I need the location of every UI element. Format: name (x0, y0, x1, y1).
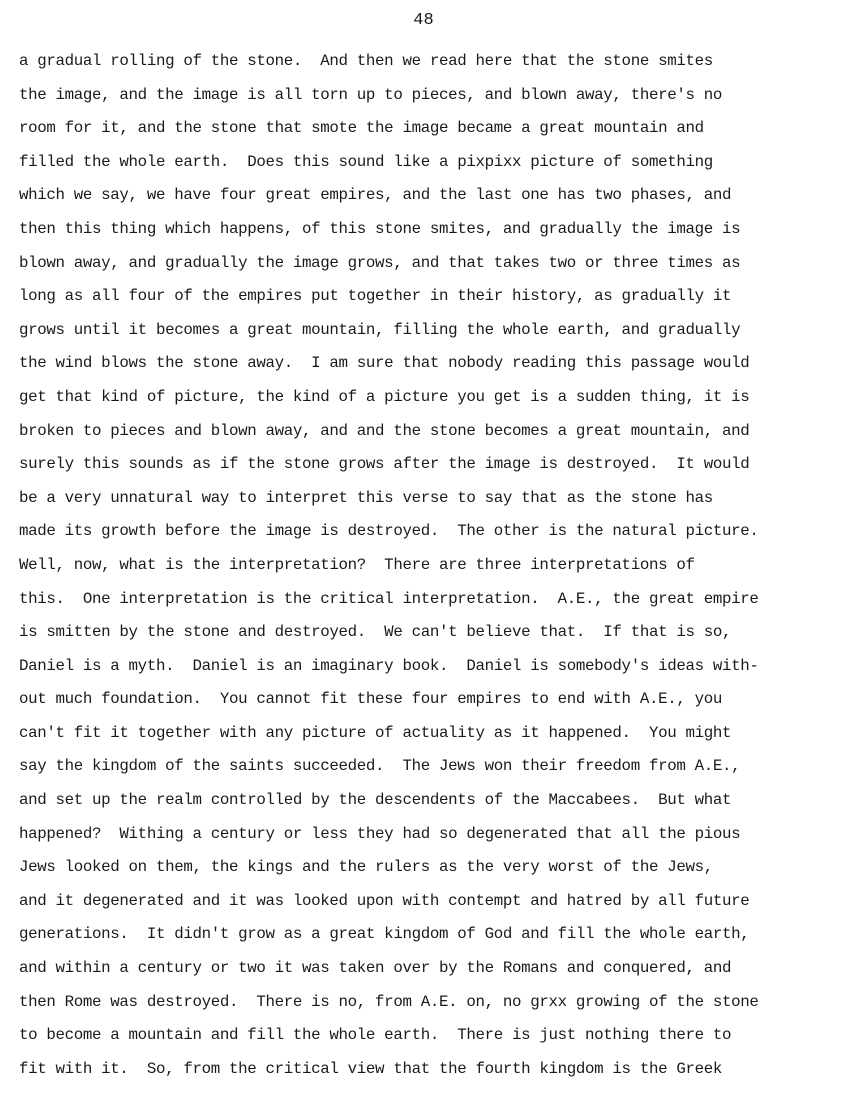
text-line: the image, and the image is all torn up to pieces, and blown away, there's no (19, 85, 722, 104)
text-line: and it degenerated and it was looked upon with contempt and hatred by all future (19, 891, 750, 910)
text-line: broken to pieces and blown away, and and the stone becomes a great mountain, and (19, 421, 750, 440)
text-line: say the kingdom of the saints succeeded. The Jews won their freedom from A.E., (19, 757, 741, 776)
text-line: can't fit it together with any picture of actuality as it happened. You might (19, 723, 732, 742)
text-line: grows until it becomes a great mountain, filling the whole earth, and gradually (19, 320, 741, 339)
text-line: out much foundation. You cannot fit these four empires to end with A.E., you (19, 690, 722, 709)
text-line: the wind blows the stone away. I am sure that nobody reading this passage would (19, 354, 750, 373)
text-line: long as all four of the empires put together in their history, as gradually it (19, 287, 732, 306)
text-line: be a very unnatural way to interpret this verse to say that as the stone has (19, 488, 713, 507)
page-number: 48 (413, 11, 434, 30)
text-line: generations. It didn't grow as a great kingdom of God and fill the whole earth, (19, 925, 750, 944)
text-line: happened? Withing a century or less they had so degenerated that all the pious (19, 824, 741, 843)
text-line: which we say, we have four great empires, and the last one has two phases, and (19, 186, 732, 205)
text-line: Daniel is a myth. Daniel is an imaginary book. Daniel is somebody's ideas with- (19, 656, 759, 675)
text-line: and set up the realm controlled by the descendents of the Maccabees. But what (19, 791, 732, 810)
text-line: fit with it. So, from the critical view that the fourth kingdom is the Greek (19, 1059, 722, 1078)
text-line: Jews looked on them, the kings and the rulers as the very worst of the Jews, (19, 858, 713, 877)
text-line: filled the whole earth. Does this sound like a pixpixx picture of something (19, 152, 713, 171)
body-text (19, 45, 847, 1086)
text-line: room for it, and the stone that smote the image became a great mountain and (19, 119, 704, 138)
text-line: Well, now, what is the interpretation? There are three interpretations of (19, 555, 695, 574)
text-line: then Rome was destroyed. There is no, from A.E. on, no grxx growing of the stone (19, 992, 759, 1011)
text-line: get that kind of picture, the kind of a picture you get is a sudden thing, it is (19, 387, 750, 406)
text-line: then this thing which happens, of this stone smites, and gradually the image is (19, 219, 741, 238)
text-line: this. One interpretation is the critical interpretation. A.E., the great empire (19, 589, 759, 608)
text-line: made its growth before the image is destroyed. The other is the natural picture. (19, 522, 759, 541)
text-line: to become a mountain and fill the whole earth. There is just nothing there to (19, 1026, 732, 1045)
text-line: is smitten by the stone and destroyed. We can't believe that. If that is so, (19, 623, 732, 642)
text-line: surely this sounds as if the stone grows after the image is destroyed. It would (19, 455, 750, 474)
text-line: a gradual rolling of the stone. And then we read here that the stone smites (19, 52, 713, 70)
text-line: and within a century or two it was taken over by the Romans and conquered, and (19, 959, 732, 978)
text-line: blown away, and gradually the image grows, and that takes two or three times as (19, 253, 741, 272)
